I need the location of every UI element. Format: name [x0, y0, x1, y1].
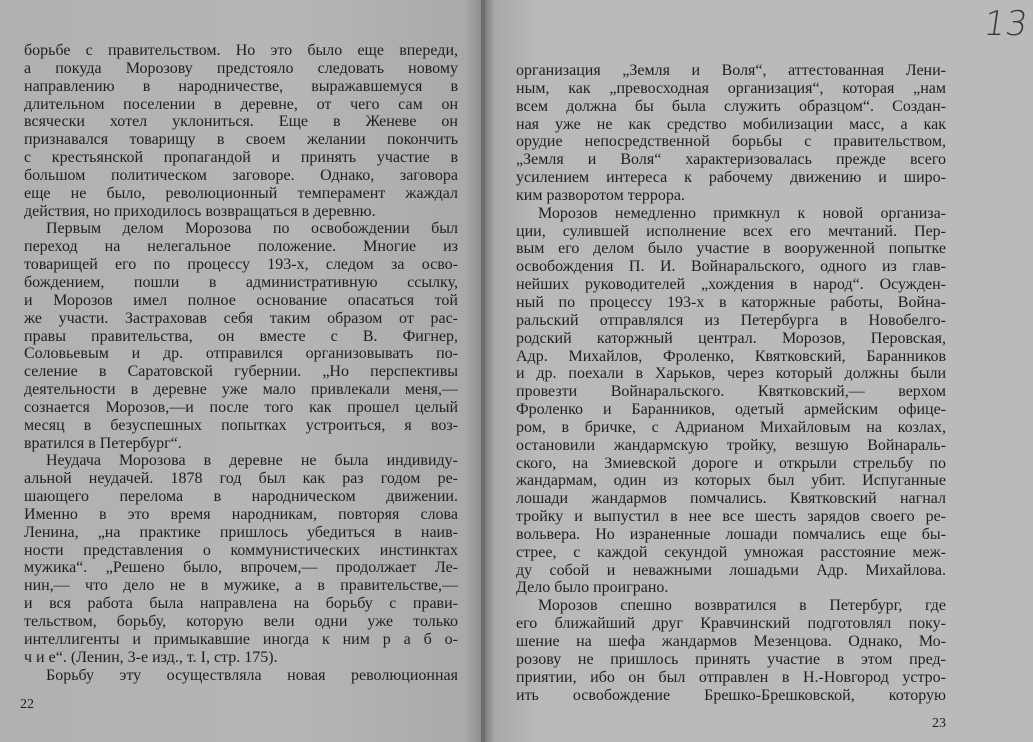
text-line: интеллигенты и примыкавшие иногда к ним р а б о-	[24, 630, 458, 648]
text-line: шающего перелома в народническом движении.	[24, 488, 458, 506]
text-line: действия, но приходилось возвращаться в деревню.	[24, 202, 376, 220]
text-line: же участи. Застраховав себя таким образом от рас-	[24, 309, 458, 327]
right-page	[484, 0, 1033, 742]
text-line: и Морозов имел полное основание опасаться той	[24, 291, 458, 309]
text-line: ности представления о коммунистических инстинктах	[24, 541, 458, 559]
page-number-left: 22	[20, 697, 34, 712]
page-number-right: 23	[932, 716, 946, 731]
text-line: мужика“. „Решено было, впрочем,— продолжает Ле-	[24, 559, 458, 577]
text-line: ч и е“. (Ленин, 3-е изд., т. I, стр. 175).	[24, 648, 278, 666]
text-line: шение на шефа жандармов Мезенцова. Однако, Мо-	[516, 633, 946, 650]
text-line: большом политическом заговоре. Однако, заговора	[24, 166, 458, 184]
paragraph	[516, 62, 946, 205]
text-line: селение в Саратовской губернии. „Но перспективы	[24, 363, 458, 381]
text-line: альной неудачей. 1878 год был как раз годом ре-	[24, 470, 458, 488]
handwritten-page-mark: 13	[980, 4, 1030, 44]
text-line: направлению в народничестве, выражавшемуся в	[24, 77, 458, 95]
text-line: провезти Войнаральского. Квятковский,— верхом	[516, 383, 946, 401]
paragraph	[24, 42, 458, 220]
book-gutter	[481, 0, 485, 742]
text-line: приятии, ибо он был отправлен в Н.-Новгород устро-	[516, 668, 946, 686]
text-line: стрее, с каждой секундой умножая расстояние меж-	[516, 543, 946, 561]
text-line: и вся работа была направлена на борьбу с прави-	[24, 595, 458, 613]
text-line: Морозов немедленно примкнул к новой организа-	[538, 204, 946, 222]
text-line: вольвера. Но израненные лошади помчались еще бы-	[516, 525, 946, 543]
right-page-text	[516, 62, 946, 704]
text-line: деятельности в деревне уже мало привлекали меня,—	[24, 381, 458, 399]
paragraph	[24, 452, 458, 666]
text-line: ральский отправлялся из Петербурга в Новобелго-	[516, 311, 946, 329]
text-line: всем должна бы была служить образцом“. Создан-	[516, 97, 946, 115]
paragraph	[516, 597, 946, 704]
text-line: ить освобождение Брешко-Брешковской, которую	[516, 686, 946, 704]
text-line: усилением интереса к рабочему движению и широ-	[516, 169, 946, 187]
text-line: Ленина, „на практике пришлось убедиться в наив-	[24, 523, 458, 541]
text-line: тельством, борьбу, которую вели одни уже только	[24, 613, 458, 630]
text-line: ким разворотом террора.	[516, 186, 685, 204]
text-line: месяц в безуспешных попытках устроиться, я воз-	[24, 416, 458, 434]
text-line: тройку и выпустил в нее все шесть зарядов своего ре-	[516, 508, 946, 526]
text-line: Адр. Михайлов, Фроленко, Квятковский, Баранников	[516, 347, 946, 365]
left-page-text	[24, 42, 458, 684]
text-line: нин,— что дело не в мужике, а в правительстве,—	[24, 577, 458, 595]
text-line: родский каторжный централ. Морозов, Перовская,	[516, 329, 946, 347]
text-line: ным, как „превосходная организация“, которая „нам	[516, 79, 946, 97]
text-line: товарищей его по процессу 193-х, следом за осво-	[24, 256, 458, 274]
text-line: розову не пришлось принять участие в этом пред-	[516, 650, 946, 668]
text-line: Соловьевым и др. отправился организовывать по-	[24, 345, 458, 363]
text-line: лошади жандармов помчались. Квятковский нагнал	[516, 490, 946, 508]
text-line: сознается Морозов,—и после того как прошел целый	[24, 398, 458, 416]
text-line: признавался товарищу в своем желании покончить	[24, 131, 458, 149]
text-line: нейших руководителей „хождения в народ“. Осужден-	[516, 276, 946, 294]
text-line: ный по процессу 193-х в каторжные работы, Война-	[516, 293, 946, 311]
text-line: Фроленко и Баранников, одетый армейским офице-	[516, 401, 946, 419]
text-line: „Земля и Воля“ характеризовалась прежде всего	[516, 151, 946, 169]
text-line: Первым делом Морозова по освобождении был	[46, 220, 458, 238]
text-line: а покуда Морозову предстояло следовать новому	[24, 59, 458, 77]
text-line: ского, на Змиевской дороге и открыли стрельбу по	[516, 454, 946, 472]
text-line: организация „Земля и Воля“, аттестованная Лени-	[516, 62, 946, 79]
text-line: Борьбу эту осуществляла новая революционная	[46, 666, 458, 684]
text-line: Морозов спешно возвратился в Петербург, где	[538, 597, 946, 615]
text-line: Неудача Морозова в деревне не была индивиду-	[46, 452, 458, 470]
text-line: всячески хотел уклониться. Еще в Женеве он	[24, 113, 458, 131]
text-line: еще не было, революционный темперамент жаждал	[24, 184, 458, 202]
text-line: правы правительства, он вместе с В. Фигнер,	[24, 327, 458, 345]
text-line: бождением, пошли в административную ссылку,	[24, 273, 458, 291]
text-line: и др. поехали в Харьков, через который должны были	[516, 365, 946, 383]
paragraph	[516, 205, 946, 598]
text-line: ная уже не как средство мобилизации масс, а как	[516, 115, 946, 133]
paragraph	[24, 220, 458, 452]
text-line: с крестьянской пропагандой и принять участие в	[24, 149, 458, 167]
text-line: переход на нелегальное положение. Многие из	[24, 238, 458, 256]
text-line: длительном поселении в деревне, от чего сам он	[24, 95, 458, 113]
text-line: ром, в бричке, с Адрианом Михайловым на козлах,	[516, 418, 946, 436]
text-line: ции, сулившей исполнение всех его мечтаний. Пер-	[516, 222, 946, 240]
text-line: остановили жандармскую тройку, везшую Войнараль-	[516, 436, 946, 454]
text-line: освобождения П. И. Войнаральского, одного из глав-	[516, 258, 946, 276]
text-line: орудие непосредственной борьбы с правительством,	[516, 133, 946, 151]
left-page	[0, 0, 484, 742]
text-line: ду собой и неважными лошадьми Адр. Михайлова.	[516, 561, 946, 579]
text-line: борьбе с правительством. Но это было еще впереди,	[24, 42, 458, 59]
text-line: вым его делом было участие в вооруженной попытке	[516, 240, 946, 258]
paragraph	[24, 667, 458, 685]
text-line: Дело было проиграно.	[516, 579, 669, 597]
text-line: жандармам, один из которых был убит. Испуганные	[516, 472, 946, 490]
text-line: его ближайший друг Кравчинский подготовлял поку-	[516, 615, 946, 633]
text-line: вратился в Петербург“.	[24, 434, 182, 452]
text-line: Именно в это время народникам, повторяя слова	[24, 505, 458, 523]
